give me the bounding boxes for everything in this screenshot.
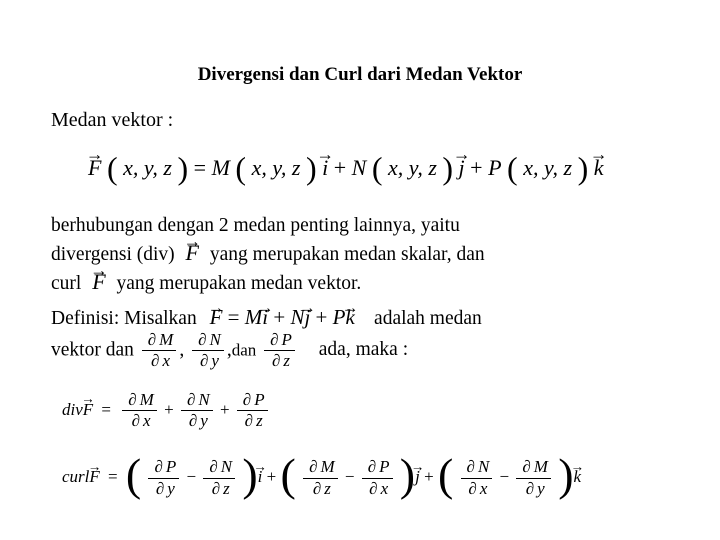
frac-dP-dz: $\frac{\partial P}{\partial z}$	[264, 330, 295, 372]
vec-k: → k	[594, 155, 604, 181]
vec-i: → i	[322, 155, 328, 181]
frac-dN-dy: $\frac{\partial N}{\partial y}$	[192, 330, 224, 372]
N: N	[351, 155, 367, 180]
P: P	[488, 155, 502, 180]
div-frac-M: $\frac{\partial M}{\partial x}$	[122, 390, 157, 432]
vec-F: → F	[88, 155, 101, 181]
args-3: x, y, z	[388, 155, 437, 180]
div-frac-P: $\frac{\partial P}{\partial z}$	[237, 390, 268, 432]
vec-F: → F	[186, 239, 199, 266]
args-2: x, y, z	[251, 155, 301, 180]
definition-line-1: Definisi: Misalkan → F = M→ i + N→ j + P→ k adalah medan	[51, 304, 676, 332]
curl-formula: curl→ F = ( $\frac{\partial P}{\partial y}$ − $\frac{\partial N}{\partial z}$ )→ i + ( $\frac{\partial M}{\partial z}$ − $\frac{\partial P}{\partial x}$ )→ j + ( $\frac{\partial N}{\partial x}$ − $\frac{\partial M}{\partial y}$ )→ k	[62, 452, 581, 499]
slide-title: Divergensi dan Curl dari Medan Vektor	[197, 64, 523, 85]
divergence-formula: div→ F = $\frac{\partial M}{\partial x}$ + $\frac{\partial N}{\partial y}$ + $\frac{\partial P}{\partial z}$	[62, 390, 271, 432]
vector-field-equation: → F ( x, y, z ) = M ( x, y, z ) → i + N ( x, y, z ) → j + P ( x, y, z ) → k	[88, 152, 604, 184]
paragraph-1: berhubungan dengan 2 medan penting lainnya, yaitu divergensi (div) → F yang merupakan medan skalar, dan curl → F yang merupakan medan vektor.	[51, 212, 676, 297]
args-1: x, y, z	[123, 155, 172, 180]
vec-F: → F	[92, 268, 105, 295]
intro-label: Medan vektor :	[51, 109, 174, 131]
M: M	[211, 155, 230, 180]
div-frac-N: $\frac{\partial N}{\partial y}$	[181, 390, 213, 432]
vec-j: → j	[459, 155, 465, 181]
frac-dM-dx: $\frac{\partial M}{\partial x}$	[142, 330, 177, 372]
definition-line-2: vektor dan $\frac{\partial M}{\partial x}$ , $\frac{\partial N}{\partial y}$ ,dan $\frac{\partial P}{\partial z}$ ada, maka :	[51, 330, 409, 371]
args-4: x, y, z	[523, 155, 573, 180]
